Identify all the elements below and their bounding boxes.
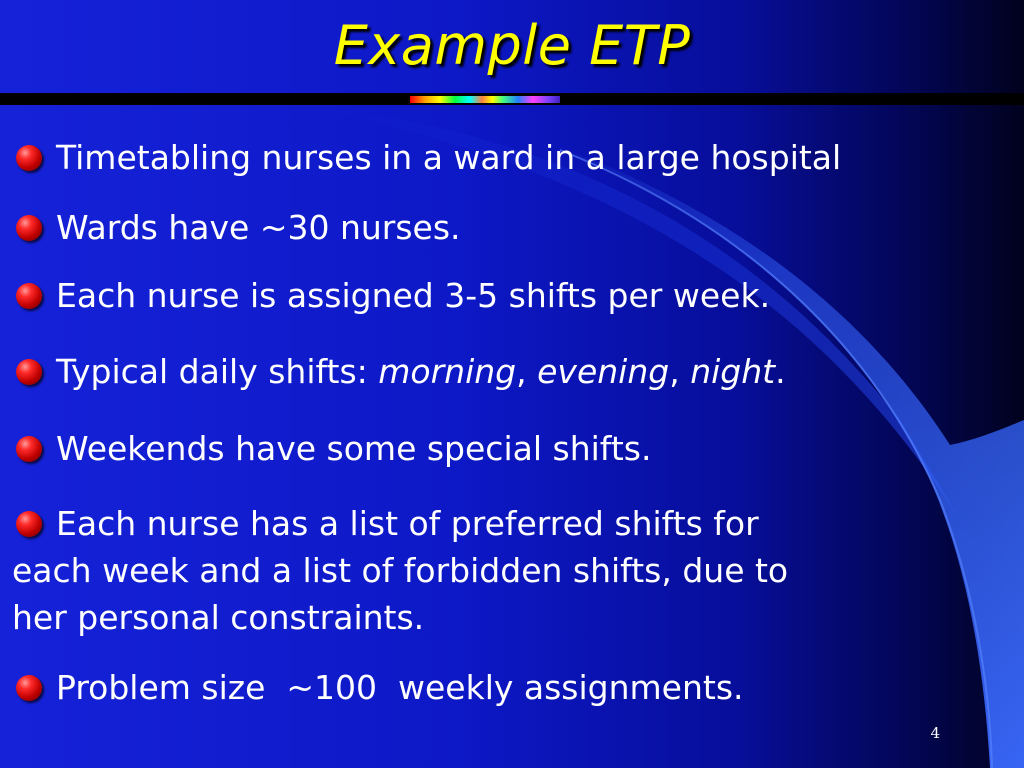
red-sphere-icon bbox=[16, 436, 42, 462]
item-text-prefix: Typical daily shifts: bbox=[56, 352, 379, 391]
red-sphere-icon bbox=[16, 511, 42, 537]
red-sphere-icon bbox=[16, 675, 42, 701]
item-text: Problem size ~100 weekly assignments. bbox=[56, 668, 744, 707]
item-text-line1: Each nurse has a list of preferred shifts for bbox=[56, 504, 759, 543]
shift-evening: evening bbox=[537, 352, 670, 391]
slide-number: 4 bbox=[930, 724, 940, 742]
list-item bbox=[12, 204, 912, 251]
list-item bbox=[12, 425, 912, 472]
list-item bbox=[12, 272, 912, 319]
list-item bbox=[12, 500, 912, 641]
item-text-suffix: . bbox=[775, 352, 786, 391]
separator: , bbox=[669, 352, 691, 391]
red-sphere-icon bbox=[16, 215, 42, 241]
separator: , bbox=[516, 352, 538, 391]
shift-morning: morning bbox=[378, 352, 517, 391]
item-text-line2: each week and a list of forbidden shifts, due to bbox=[12, 551, 789, 590]
slide-title: Example ETP bbox=[333, 14, 691, 77]
item-text: Wards have ~30 nurses. bbox=[56, 208, 461, 247]
item-text: Weekends have some special shifts. bbox=[56, 429, 652, 468]
red-sphere-icon bbox=[16, 145, 42, 171]
shift-night: night bbox=[690, 352, 776, 391]
red-sphere-icon bbox=[16, 359, 42, 385]
list-item bbox=[12, 348, 912, 395]
list-item bbox=[12, 664, 912, 711]
red-sphere-icon bbox=[16, 283, 42, 309]
item-text: Each nurse is assigned 3-5 shifts per week. bbox=[56, 276, 771, 315]
item-text-line3: her personal constraints. bbox=[12, 598, 425, 637]
list-item bbox=[12, 134, 912, 181]
item-text: Timetabling nurses in a ward in a large hospital bbox=[56, 138, 842, 177]
